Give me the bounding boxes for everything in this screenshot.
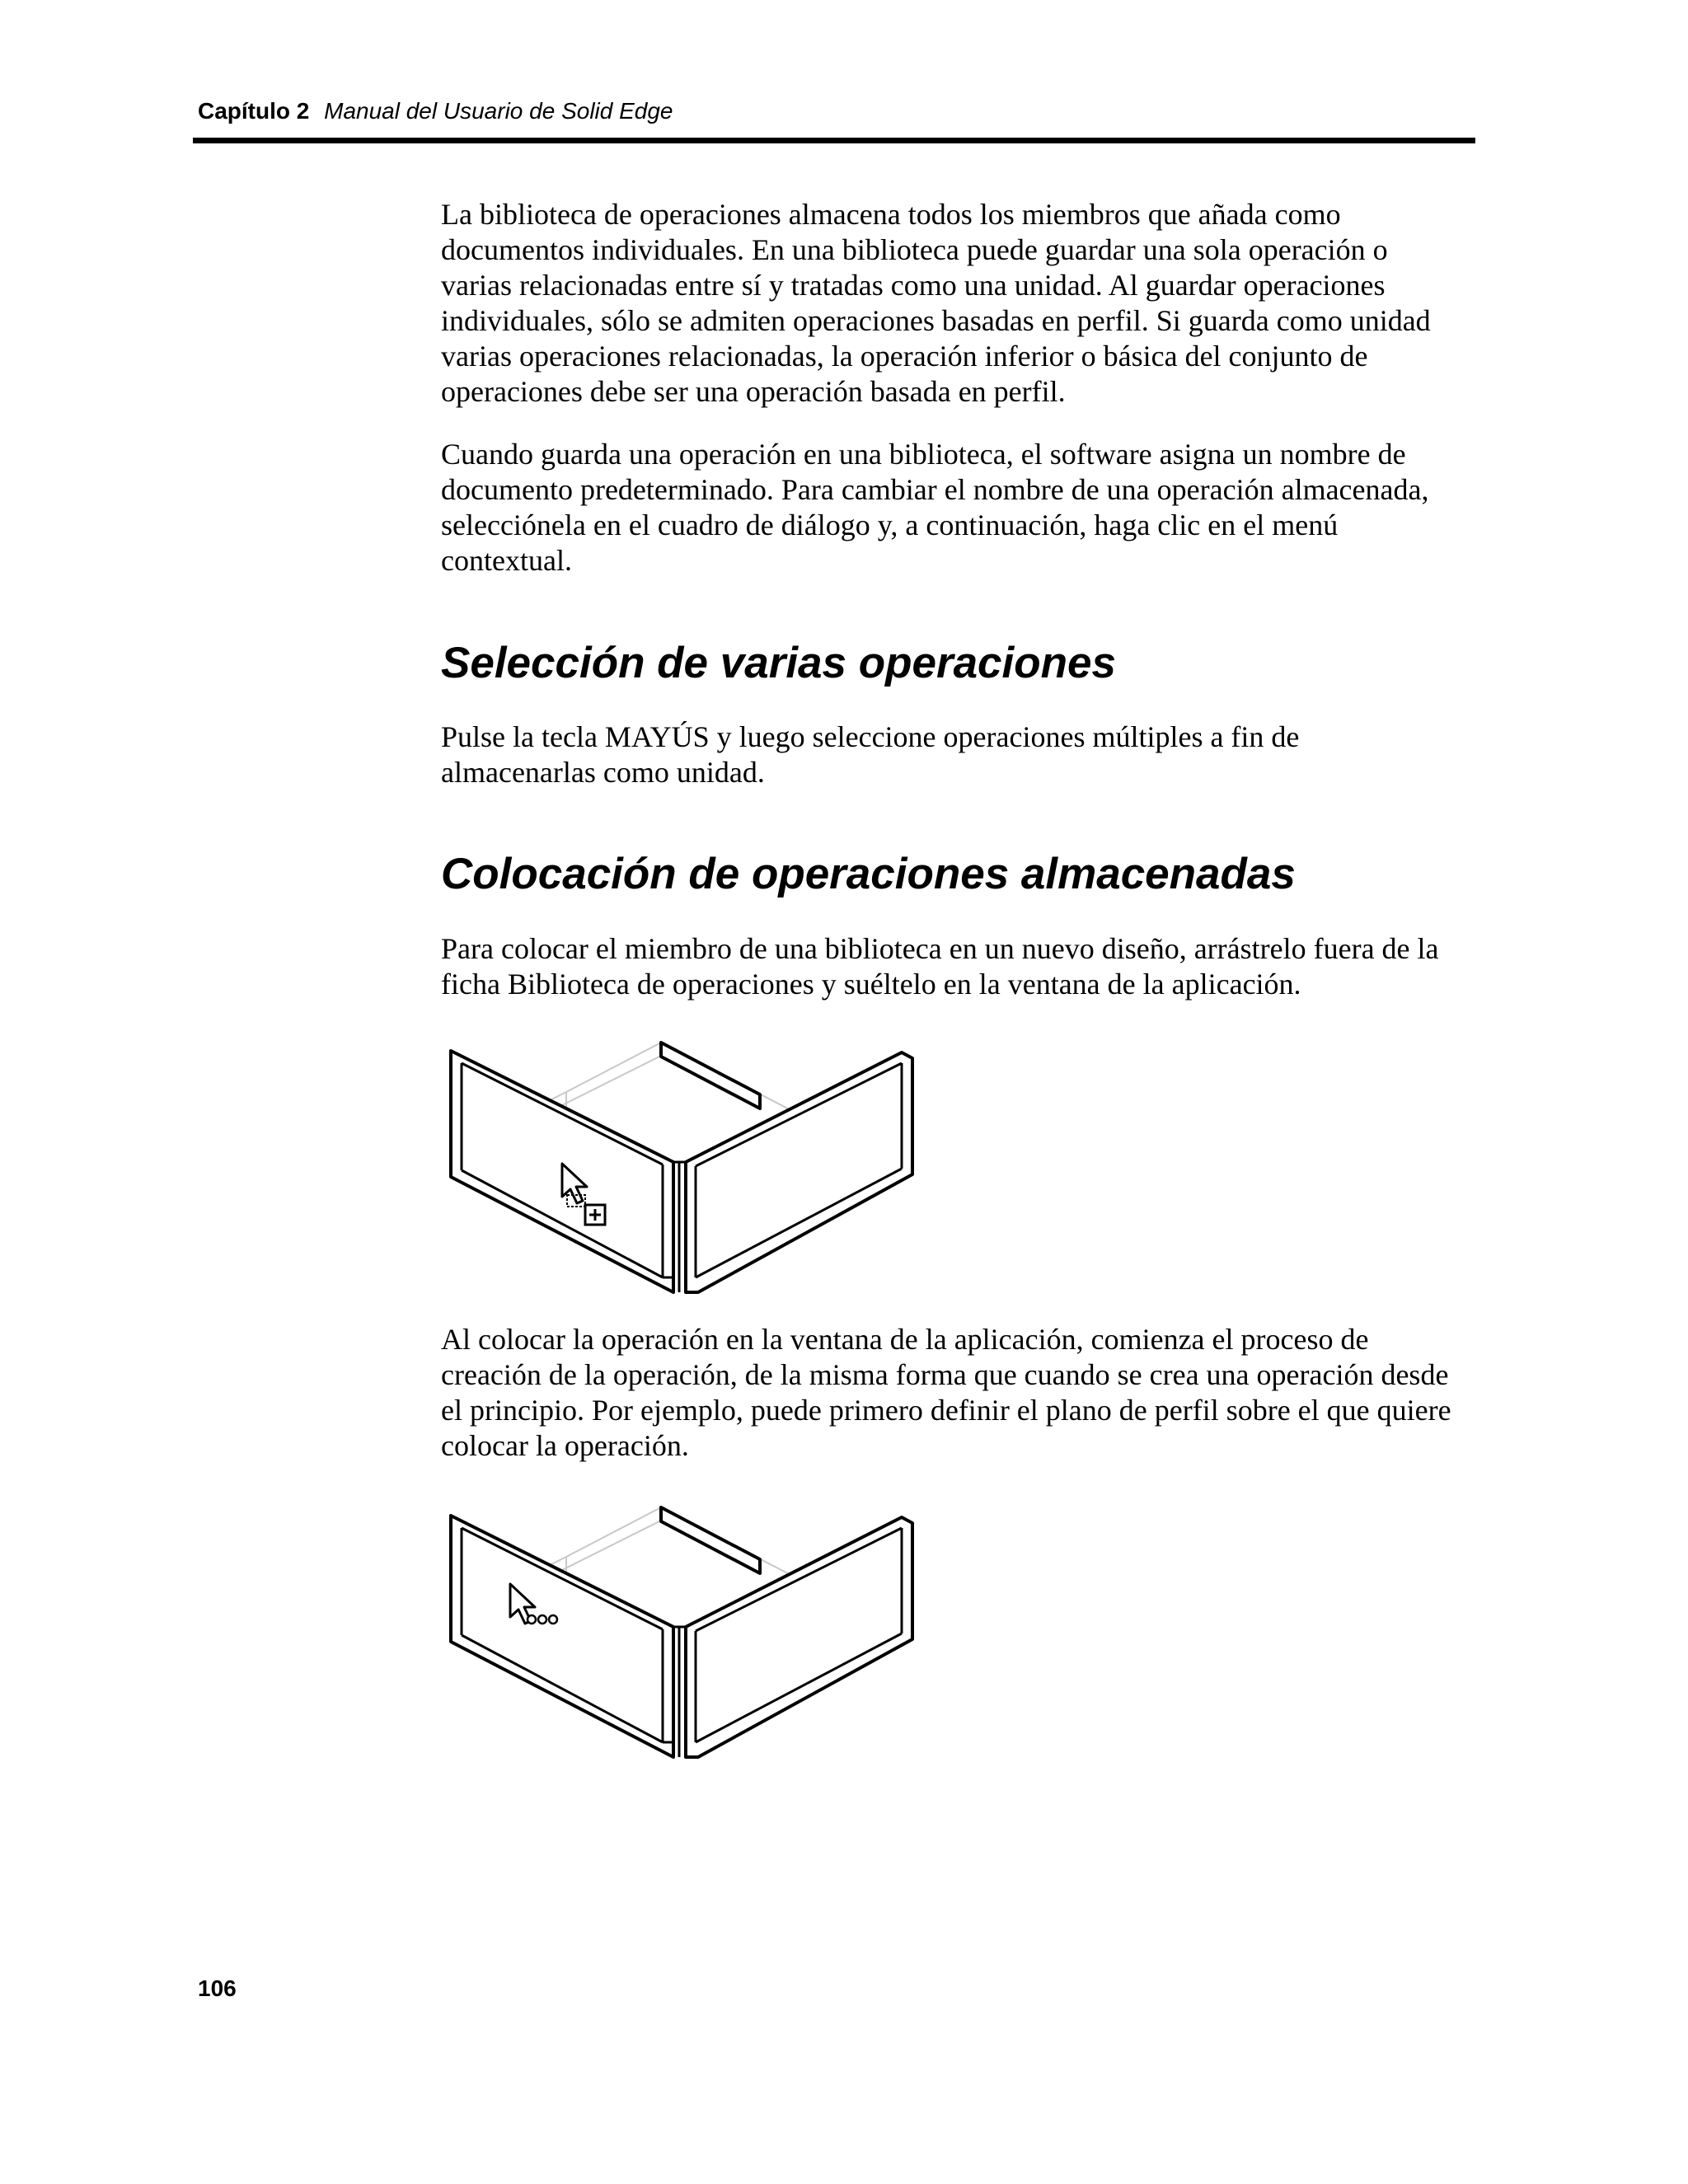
text-line: La biblioteca de operaciones almacena todos los miembros que añada como [441,198,1341,231]
l-bracket-illustration [438,1030,925,1302]
text-line: el principio. Por ejemplo, puede primero definir el plano de perfil sobre el que quiere [441,1394,1451,1427]
text-line: operaciones debe ser una operación basada en perfil. [441,375,1066,408]
text-line: creación de la operación, de la misma forma que cuando se crea una operación desde [441,1358,1449,1391]
text-line: Pulse la tecla MAYÚS y luego seleccione operaciones múltiples a fin de [441,720,1300,753]
chapter-label: Capítulo 2 [198,98,310,124]
page-number: 106 [198,1975,237,2001]
text-line: Al colocar la operación en la ventana de la aplicación, comienza el proceso de [441,1323,1369,1356]
manual-title: Manual del Usuario de Solid Edge [324,98,673,124]
paragraph-default-name [441,437,1492,579]
text-line: ficha Biblioteca de operaciones y suéltelo en la ventana de la aplicación. [441,968,1301,1001]
paragraph-placement-process [441,1322,1492,1464]
paragraph-multi-select [441,719,1492,790]
text-line: contextual. [441,544,572,577]
section-heading: Colocación de operaciones almacenadas [441,850,1296,898]
text-line: varias relacionadas entre sí y tratadas como una unidad. Al guardar operaciones [441,269,1386,302]
figure-place-feature [438,1495,925,1767]
text-line: colocar la operación. [441,1429,689,1462]
text-line: selecciónela en el cuadro de diálogo y, a continuación, haga clic en el menú [441,509,1339,541]
figure-drag-feature [438,1030,925,1302]
text-line: Cuando guarda una operación en una biblioteca, el software asigna un nombre de [441,438,1406,471]
running-header [198,97,673,125]
header-rule [193,138,1475,143]
text-line: documento predeterminado. Para cambiar el nombre de una operación almacenada, [441,473,1429,506]
text-line: individuales, sólo se admiten operaciones basadas en perfil. Si guarda como unidad [441,304,1431,337]
section-heading: Selección de varias operaciones [441,639,1116,687]
paragraph-place-member [441,931,1492,1002]
text-line: documentos individuales. En una biblioteca puede guardar una sola operación o [441,233,1388,266]
text-line: almacenarlas como unidad. [441,756,765,789]
l-bracket-illustration [438,1495,925,1767]
text-line: Para colocar el miembro de una biblioteca en un nuevo diseño, arrástrelo fuera de la [441,932,1439,965]
text-line: varias operaciones relacionadas, la operación inferior o básica del conjunto de [441,340,1368,373]
paragraph-feature-library [441,197,1492,410]
